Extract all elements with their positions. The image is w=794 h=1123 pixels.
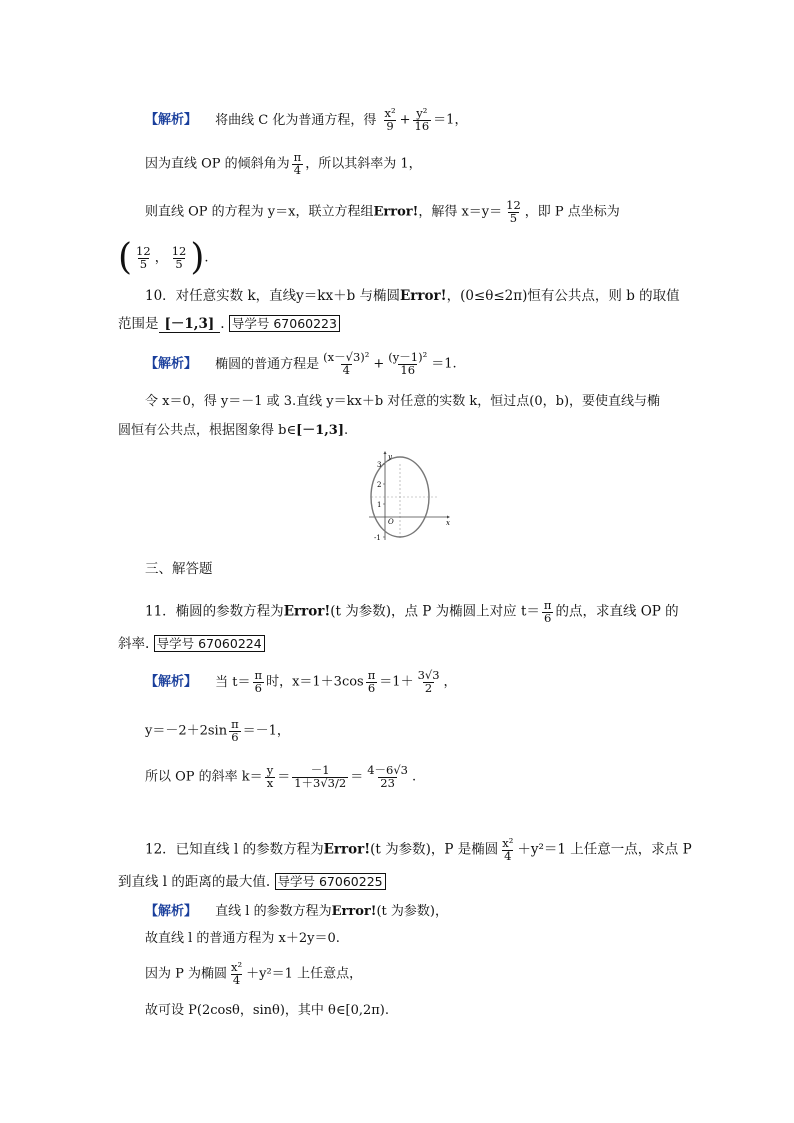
ellipse-graph [365, 450, 455, 542]
tick-label-3: 3 [377, 461, 382, 469]
analysis-tag: 【解析】 [145, 356, 198, 372]
text: 将曲线 C 化为普通方程，得 [215, 112, 377, 128]
text: ＋y²＝1 上任意一点，求点 P [517, 841, 692, 858]
text: 故可设 P(2cosθ，sinθ)，其中 θ∈[0,2π). [145, 1003, 390, 1018]
text: 范围是 [118, 316, 159, 332]
y-axis-arrow-icon [384, 451, 387, 454]
reference-number: 导学号 67060223 [229, 315, 340, 332]
fraction: $\frac{\text{(y－1)²}}{16}$ [388, 350, 428, 377]
text: 12．已知直线 l 的参数方程为 [145, 841, 324, 858]
fraction: $\frac{4-6√3}{23}$ [367, 763, 408, 790]
fraction: $\frac{y}{x}$ [266, 763, 274, 790]
text: + [373, 356, 385, 372]
text: 令 x＝0，得 y＝－1 或 3.直线 y＝kx＋b 对任意的实数 k，恒过点(0，b)，要使直线与椭 [145, 394, 661, 409]
text: ＝ [350, 769, 364, 785]
text: ＋y²＝1 上任意点， [246, 966, 363, 982]
text: . [220, 316, 225, 332]
fraction: $\frac{\text{x²}}{4}$ [502, 836, 514, 863]
text: ，即 P 点坐标为 [524, 204, 620, 220]
text: . [411, 769, 417, 785]
analysis-11-line-1 [145, 670, 457, 694]
text: (t 为参数)，点 P 为椭圆上对应 t＝ [330, 603, 540, 620]
analysis-10-line-2 [145, 395, 660, 408]
text: . [204, 250, 209, 266]
analysis-12-line-1 [145, 905, 448, 918]
fraction: $\frac{\text{y²}}{16}$ [414, 106, 430, 133]
fraction: $\frac{\text{x²}}{4}$ [231, 960, 243, 987]
text: ， [443, 674, 457, 690]
text: ＝1. [431, 356, 457, 372]
text: 所以 OP 的斜率 k＝ [145, 769, 263, 785]
text: 直线 l 的参数方程为 [215, 904, 332, 919]
error-placeholder: Error! [373, 204, 419, 220]
question-12-line-2 [118, 876, 386, 890]
tick-label-2: 2 [377, 481, 382, 489]
text: 圆恒有公共点，根据图象得 b∈ [118, 423, 297, 438]
analysis-11-line-2 [145, 719, 290, 743]
reference-number: 导学号 67060225 [275, 873, 386, 890]
text: ＝－1， [242, 723, 290, 739]
fraction: $\frac{\pi}{6}$ [367, 668, 376, 695]
analysis-11-line-3 [145, 765, 416, 789]
section-heading: 三、解答题 [145, 561, 213, 577]
fraction: $\frac{3√3}{2}$ [417, 668, 440, 695]
text: 因为 P 为椭圆 [145, 966, 228, 982]
text: + [399, 112, 411, 128]
answer-blank: [－1,3] [159, 316, 221, 333]
analysis-12-line-4 [145, 1004, 389, 1017]
analysis-line-3 [145, 200, 620, 224]
fraction: $\frac{\pi}{6}$ [254, 668, 263, 695]
analysis-tag: 【解析】 [145, 674, 198, 690]
text: 的点，求直线 OP 的 [555, 603, 679, 620]
text: 11．椭圆的参数方程为 [145, 603, 284, 620]
analysis-12-line-2 [145, 932, 340, 945]
fraction: $\frac{\text{(x－√3)²}}{4}$ [323, 350, 370, 377]
text: 椭圆的普通方程是 [215, 356, 320, 372]
analysis-tag: 【解析】 [145, 112, 198, 128]
x-axis-label: x [446, 519, 450, 527]
analysis-10-line-1 [145, 352, 457, 376]
left-paren-icon: ( [118, 237, 133, 278]
error-placeholder: Error! [331, 904, 377, 919]
text: ，所以其斜率为 1， [305, 156, 422, 172]
fraction: $\frac{-1}{1+3√3/2}$ [294, 763, 347, 790]
fraction: $\frac{\pi}{6}$ [231, 717, 239, 744]
text: 故直线 l 的普通方程为 x＋2y＝0. [145, 931, 340, 946]
text: ， [154, 250, 168, 266]
text: 斜率. [118, 636, 150, 652]
analysis-line-2 [145, 152, 422, 176]
fraction: $\frac{\text{x²}}{9}$ [384, 106, 396, 133]
origin-label: O [388, 518, 394, 526]
text: 到直线 l 的距离的最大值. [118, 874, 271, 890]
text: 因为直线 OP 的倾斜角为 [145, 156, 290, 172]
text: 则直线 OP 的方程为 y＝x，联立方程组 [145, 204, 374, 220]
analysis-10-line-3 [118, 424, 348, 437]
fraction: $\frac{12}{5}$ [506, 198, 521, 225]
text: 时，x＝1＋3cos [266, 674, 364, 690]
text: . [344, 423, 349, 438]
text: [－1,3] [296, 423, 344, 438]
error-placeholder: Error! [400, 288, 447, 304]
text: y＝－2＋2sin [145, 723, 228, 739]
right-paren-icon: ) [190, 237, 205, 278]
analysis-tag: 【解析】 [145, 904, 198, 919]
coordinate-line [118, 237, 209, 278]
fraction: $\frac{12}{5}$ [136, 244, 151, 271]
tick-label-1: 1 [377, 501, 382, 509]
question-10-line-1 [145, 290, 680, 304]
text: ＝ [277, 769, 291, 785]
text: ＝1＋ [379, 674, 414, 690]
fraction: $\frac{\pi}{6}$ [543, 598, 552, 625]
question-11-line-1 [145, 600, 679, 624]
text: 10．对任意实数 k，直线y＝kx＋b 与椭圆 [145, 288, 401, 304]
y-axis-label: y [388, 453, 392, 461]
fraction: $\frac{\pi}{4}$ [293, 150, 302, 177]
question-11-line-2 [118, 638, 265, 652]
text: ，(0≤θ≤2π)恒有公共点，则 b 的取值 [446, 288, 680, 304]
text: (t 为参数)，P 是椭圆 [370, 841, 499, 858]
text: ，解得 x＝y＝ [418, 204, 503, 220]
error-placeholder: Error! [323, 841, 371, 858]
tick-label-minus-1: -1 [374, 534, 381, 542]
analysis-12-line-3 [145, 962, 362, 986]
error-placeholder: Error! [283, 603, 331, 620]
analysis-line-1 [145, 108, 467, 132]
fraction: $\frac{12}{5}$ [171, 244, 187, 271]
text: 当 t＝ [215, 674, 251, 690]
text: ＝1， [433, 112, 468, 128]
reference-number: 导学号 67060224 [154, 635, 265, 652]
question-10-line-2 [118, 318, 340, 332]
question-12-line-1 [145, 838, 692, 862]
text: (t 为参数)， [376, 904, 448, 919]
